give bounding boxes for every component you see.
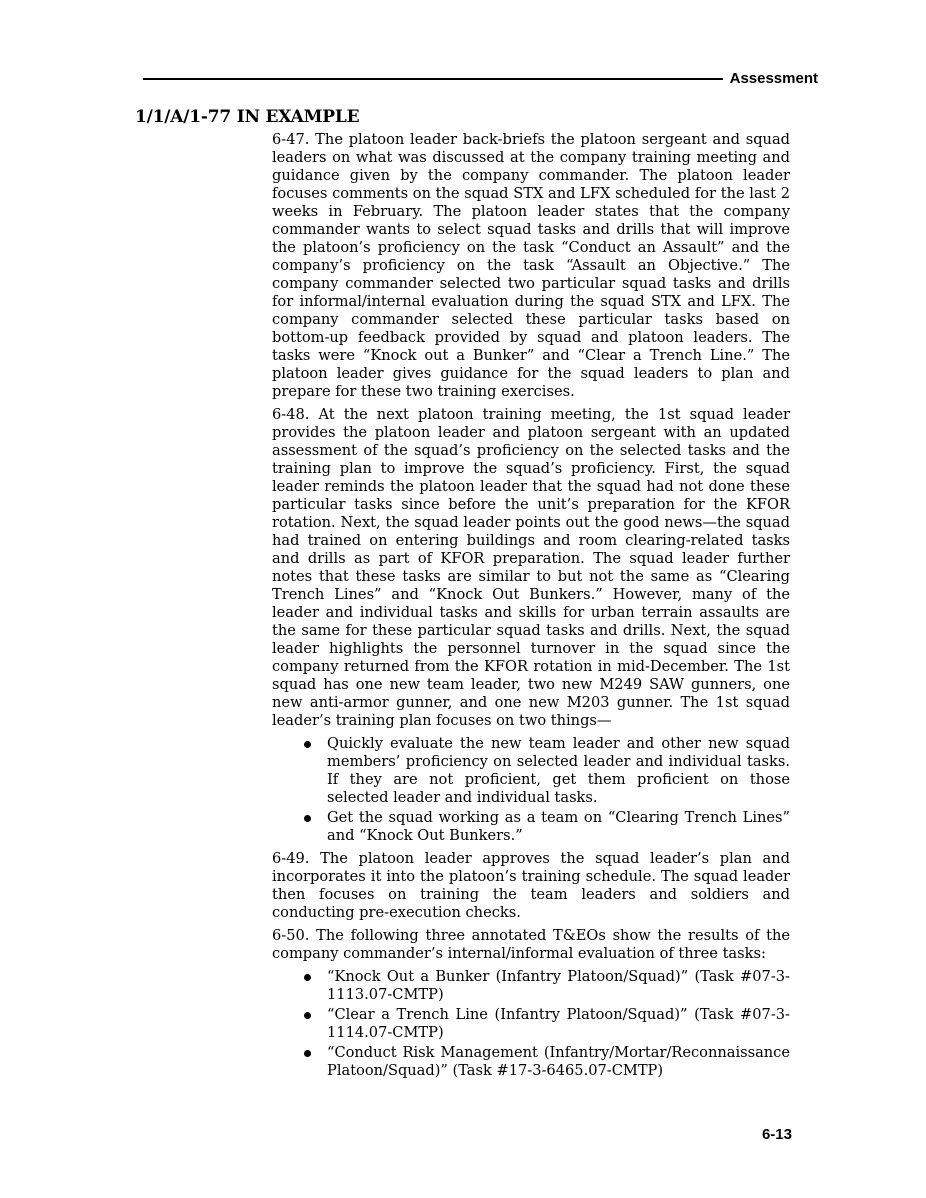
bullet-icon — [304, 1012, 311, 1019]
list-item — [272, 809, 790, 845]
page-number: 6-13 — [761, 1126, 792, 1143]
page-header — [143, 70, 818, 88]
bullet-icon — [304, 815, 311, 822]
list-item-text: “Clear a Trench Line (Infantry Platoon/Squad)” (Task #07-3-1114.07-CMTP) — [327, 1006, 790, 1041]
list-item-text: “Conduct Risk Management (Infantry/Mortar/Reconnaissance Platoon/Squad)” (Task #17-3-6465.07-CMTP) — [327, 1044, 790, 1079]
bullet-icon — [304, 1050, 311, 1057]
list-item — [272, 735, 790, 807]
list-item — [272, 1006, 790, 1042]
paragraph-6-49: 6-49. The platoon leader approves the squad leader’s plan and incorporates it into the platoon’s training schedule. The squad leader then focuses on training the team leaders and soldiers and conducting pre-execution checks. — [272, 850, 790, 921]
paragraph-6-47: 6-47. The platoon leader back-briefs the platoon sergeant and squad leaders on what was discussed at the company training meeting and guidance given by the company commander. The platoon leader focuses comments on the squad STX and LFX scheduled for the last 2 weeks in February. The platoon leader states that the company commander wants to select squad tasks and drills that will improve the platoon’s proficiency on the task “Conduct an Assault” and the company’s proficiency on the task “Assault an Objective.” The company commander selected two particular squad tasks and drills for informal/internal evaluation during the squad STX and LFX. The company commander selected these particular tasks based on bottom-up feedback provided by squad and platoon leaders. The tasks were “Knock out a Bunker” and “Clear a Trench Line.” The platoon leader gives guidance for the squad leaders to plan and prepare for these two training exercises. — [272, 131, 790, 400]
paragraph-6-50: 6-50. The following three annotated T&EOs show the results of the company commander’s internal/informal evaluation of three tasks: — [272, 927, 790, 962]
header-rule — [143, 78, 723, 80]
teo-bullet-list — [272, 968, 790, 1080]
list-item — [272, 1044, 790, 1080]
training-plan-bullet-list — [272, 735, 790, 845]
list-item-text: Quickly evaluate the new team leader and other new squad members’ proficiency on selected leader and individual tasks. If they are not proficient, get them proficient on those selected leader and individual tasks. — [327, 735, 790, 806]
bullet-icon — [304, 741, 311, 748]
page-footer — [762, 1127, 792, 1143]
section-heading: 1/1/A/1-77 IN EXAMPLE — [135, 107, 360, 127]
paragraph-6-48: 6-48. At the next platoon training meeting, the 1st squad leader provides the platoon leader and platoon sergeant with an updated assessment of the squad’s proficiency on the selected tasks and the training plan to improve the squad’s proficiency. First, the squad leader reminds the platoon leader that the squad had not done these particular tasks since before the unit’s preparation for the KFOR rotation. Next, the squad leader points out the good news—the squad had trained on entering buildings and room clearing-related tasks and drills as part of KFOR preparation. The squad leader further notes that these tasks are similar to but not the same as “Clearing Trench Lines” and “Knock Out Bunkers.” However, many of the leader and individual tasks and skills for urban terrain assaults are the same for these particular squad tasks and drills. Next, the squad leader highlights the personnel turnover in the squad since the company returned from the KFOR rotation in mid-December. The 1st squad has one new team leader, two new M249 SAW gunners, one new anti-armor gunner, and one new M203 gunner. The 1st squad leader’s training plan focuses on two things— — [272, 406, 790, 729]
bullet-icon — [304, 974, 311, 981]
running-header-title: Assessment — [729, 70, 818, 87]
body-content — [272, 131, 790, 1085]
list-item-text: Get the squad working as a team on “Clearing Trench Lines” and “Knock Out Bunkers.” — [327, 809, 790, 844]
list-item-text: “Knock Out a Bunker (Infantry Platoon/Squad)” (Task #07-3-1113.07-CMTP) — [327, 968, 790, 1003]
list-item — [272, 968, 790, 1004]
